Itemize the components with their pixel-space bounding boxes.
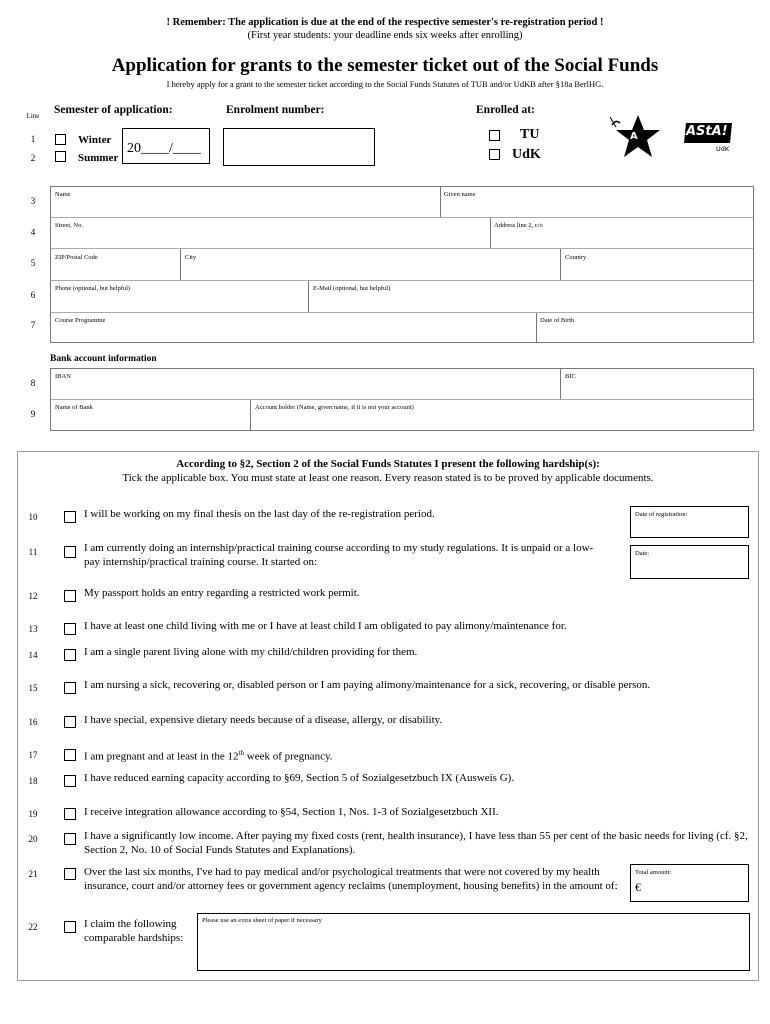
line-number: 10: [28, 512, 38, 522]
hardship-text: I will be working on my final thesis on the last day of the re-registration period.: [84, 508, 435, 520]
udk-label: UdK: [512, 147, 541, 162]
enrolment-number-field[interactable]: [223, 128, 375, 166]
street-field[interactable]: Street, No.: [51, 218, 491, 248]
asta-logo-text: AStA!: [686, 124, 728, 139]
line-number: 12: [28, 591, 38, 601]
hardship-text: I claim the following comparable hardships:: [84, 918, 184, 944]
tu-asta-star-logo: [608, 113, 668, 161]
hardship-text: I have reduced earning capacity according to §69, Section 5 of Sozialgesetzbuch IX (Ausweis G).: [84, 772, 515, 784]
euro-sign: €: [635, 880, 641, 894]
hardship-checkbox[interactable]: [64, 868, 76, 880]
line-number: 2: [30, 153, 36, 163]
hardship-checkbox[interactable]: [64, 546, 76, 558]
iban-field[interactable]: IBAN: [51, 369, 561, 399]
hardship-text: I have a significantly low income. After paying my fixed costs (rent, health insurance), I have less than 55 per cent of the basic needs for living (cf. §2, Section 2, No. 10 of Social Funds Statutes and Explanations).: [84, 830, 748, 856]
winter-checkbox[interactable]: [55, 134, 66, 145]
hardship-text: I am pregnant and at least in the 12th week of pregnancy.: [84, 749, 333, 763]
line-number: 3: [30, 196, 36, 206]
enrolled-label: Enrolled at:: [476, 104, 535, 116]
line-number: 6: [30, 290, 36, 300]
bank-table: [50, 368, 754, 431]
line-number: 7: [30, 320, 36, 330]
hardship-checkbox[interactable]: [64, 833, 76, 845]
line-column-header: Line: [26, 112, 40, 120]
line-number: 4: [30, 227, 36, 237]
email-field[interactable]: E-Mail (optional, but helpful): [313, 285, 391, 292]
line-number: 19: [28, 809, 38, 819]
bank-name-field[interactable]: Name of Bank: [51, 400, 251, 430]
comparable-hardship-field[interactable]: Please use an extra sheet of paper if necessary: [197, 913, 750, 971]
summer-label: Summer: [78, 152, 119, 164]
internship-date-field[interactable]: Date:: [630, 545, 749, 579]
total-amount-field[interactable]: Total amount: €: [630, 864, 749, 902]
hardship-checkbox[interactable]: [64, 775, 76, 787]
hardship-checkbox[interactable]: [64, 716, 76, 728]
hardship-text: I have special, expensive dietary needs because of a disease, allergy, or disability.: [84, 714, 443, 726]
hardship-checkbox[interactable]: [64, 749, 76, 761]
page-subtitle: I hereby apply for a grant to the semester ticket according to the Social Funds Statutes of TUB and/or UdKB after §18a BerlHG.: [166, 79, 604, 89]
hardship-text: Over the last six months, I've had to pay medical and/or psychological treatments that were not covered by my health insurance, court and/or attorney fees or government agency reclaims (unemployment, housing benefits) in the amount of:: [84, 866, 618, 892]
hardship-text: I am a single parent living alone with my child/children providing for them.: [84, 646, 418, 658]
bic-field[interactable]: BIC: [565, 373, 576, 380]
registration-date-field[interactable]: Date of registration:: [630, 506, 749, 538]
page-title: Application for grants to the semester ticket out of the Social Funds: [111, 55, 659, 76]
country-field[interactable]: Country: [565, 254, 587, 261]
hardship-heading: According to §2, Section 2 of the Social Funds Statutes I present the following hardship(s):: [176, 458, 600, 470]
line-number: 20: [28, 834, 38, 844]
zip-field[interactable]: ZIP/Postal Code: [51, 249, 181, 280]
line-number: 22: [28, 922, 38, 932]
line-number: 21: [28, 869, 38, 879]
udk-logo-text: UdK: [716, 145, 730, 153]
deadline-note: (First year students: your deadline ends six weeks after enrolling): [247, 30, 523, 41]
line-number: 9: [30, 409, 36, 419]
hardship-checkbox[interactable]: [64, 921, 76, 933]
hardship-text: I have at least one child living with me or I have at least child I am obligated to pay alimony/maintenance for.: [84, 620, 567, 632]
name-field[interactable]: Name: [51, 187, 441, 217]
hardship-text: I am currently doing an internship/practical training course according to my study regulations. It is unpaid or a low-pay internship/practical training course. It started on:: [84, 542, 594, 568]
winter-label: Winter: [78, 134, 112, 146]
hardship-checkbox[interactable]: [64, 682, 76, 694]
deadline-notice: ! Remember: The application is due at the end of the respective semester's re-registration period !: [166, 17, 604, 28]
hardship-text: I am nursing a sick, recovering or, disabled person or I am paying alimony/maintenance for a sick, recovering, or disable person.: [84, 679, 651, 691]
hardship-checkbox[interactable]: [64, 623, 76, 635]
tu-checkbox[interactable]: [489, 130, 500, 141]
given-name-field[interactable]: Given name: [444, 191, 476, 198]
personal-data-table: [50, 186, 754, 343]
semester-year-field[interactable]: [122, 128, 210, 164]
line-number: 13: [28, 624, 38, 634]
line-number: 16: [28, 717, 38, 727]
svg-text:A: A: [630, 131, 638, 142]
tu-label: TU: [520, 127, 540, 142]
hardship-text: I receive integration allowance according to §54, Section 1, Nos. 1-3 of Sozialgesetzbuch XII.: [84, 806, 499, 818]
line-number: 18: [28, 776, 38, 786]
enrolment-label: Enrolment number:: [226, 104, 325, 116]
course-field[interactable]: Course Programme: [51, 313, 537, 342]
udk-checkbox[interactable]: [489, 149, 500, 160]
address-line2-field[interactable]: Address line 2, c/o: [494, 222, 543, 229]
hardship-checkbox[interactable]: [64, 511, 76, 523]
hardship-checkbox[interactable]: [64, 808, 76, 820]
summer-checkbox[interactable]: [55, 151, 66, 162]
hardship-checkbox[interactable]: [64, 649, 76, 661]
semester-label: Semester of application:: [54, 104, 173, 116]
hardship-text: My passport holds an entry regarding a restricted work permit.: [84, 587, 360, 599]
phone-field[interactable]: Phone (optional, but helpful): [51, 281, 309, 312]
line-number: 8: [30, 378, 36, 388]
semester-year-text: 20____/____: [127, 141, 201, 156]
line-number: 11: [28, 547, 38, 557]
dob-field[interactable]: Date of Birth: [540, 317, 575, 324]
line-number: 5: [30, 258, 36, 268]
line-number: 1: [30, 134, 36, 144]
line-number: 15: [28, 683, 38, 693]
line-number: 17: [28, 750, 38, 760]
account-holder-field[interactable]: Account holder (Name, given name, if it is not your account): [255, 404, 414, 411]
city-field[interactable]: City: [181, 249, 561, 280]
hardship-instruction: Tick the applicable box. You must state at least one reason. Every reason stated is to be proved by applicable documents.: [122, 472, 654, 484]
bank-section-title: Bank account information: [50, 354, 157, 364]
line-number: 14: [28, 650, 38, 660]
hardship-checkbox[interactable]: [64, 590, 76, 602]
